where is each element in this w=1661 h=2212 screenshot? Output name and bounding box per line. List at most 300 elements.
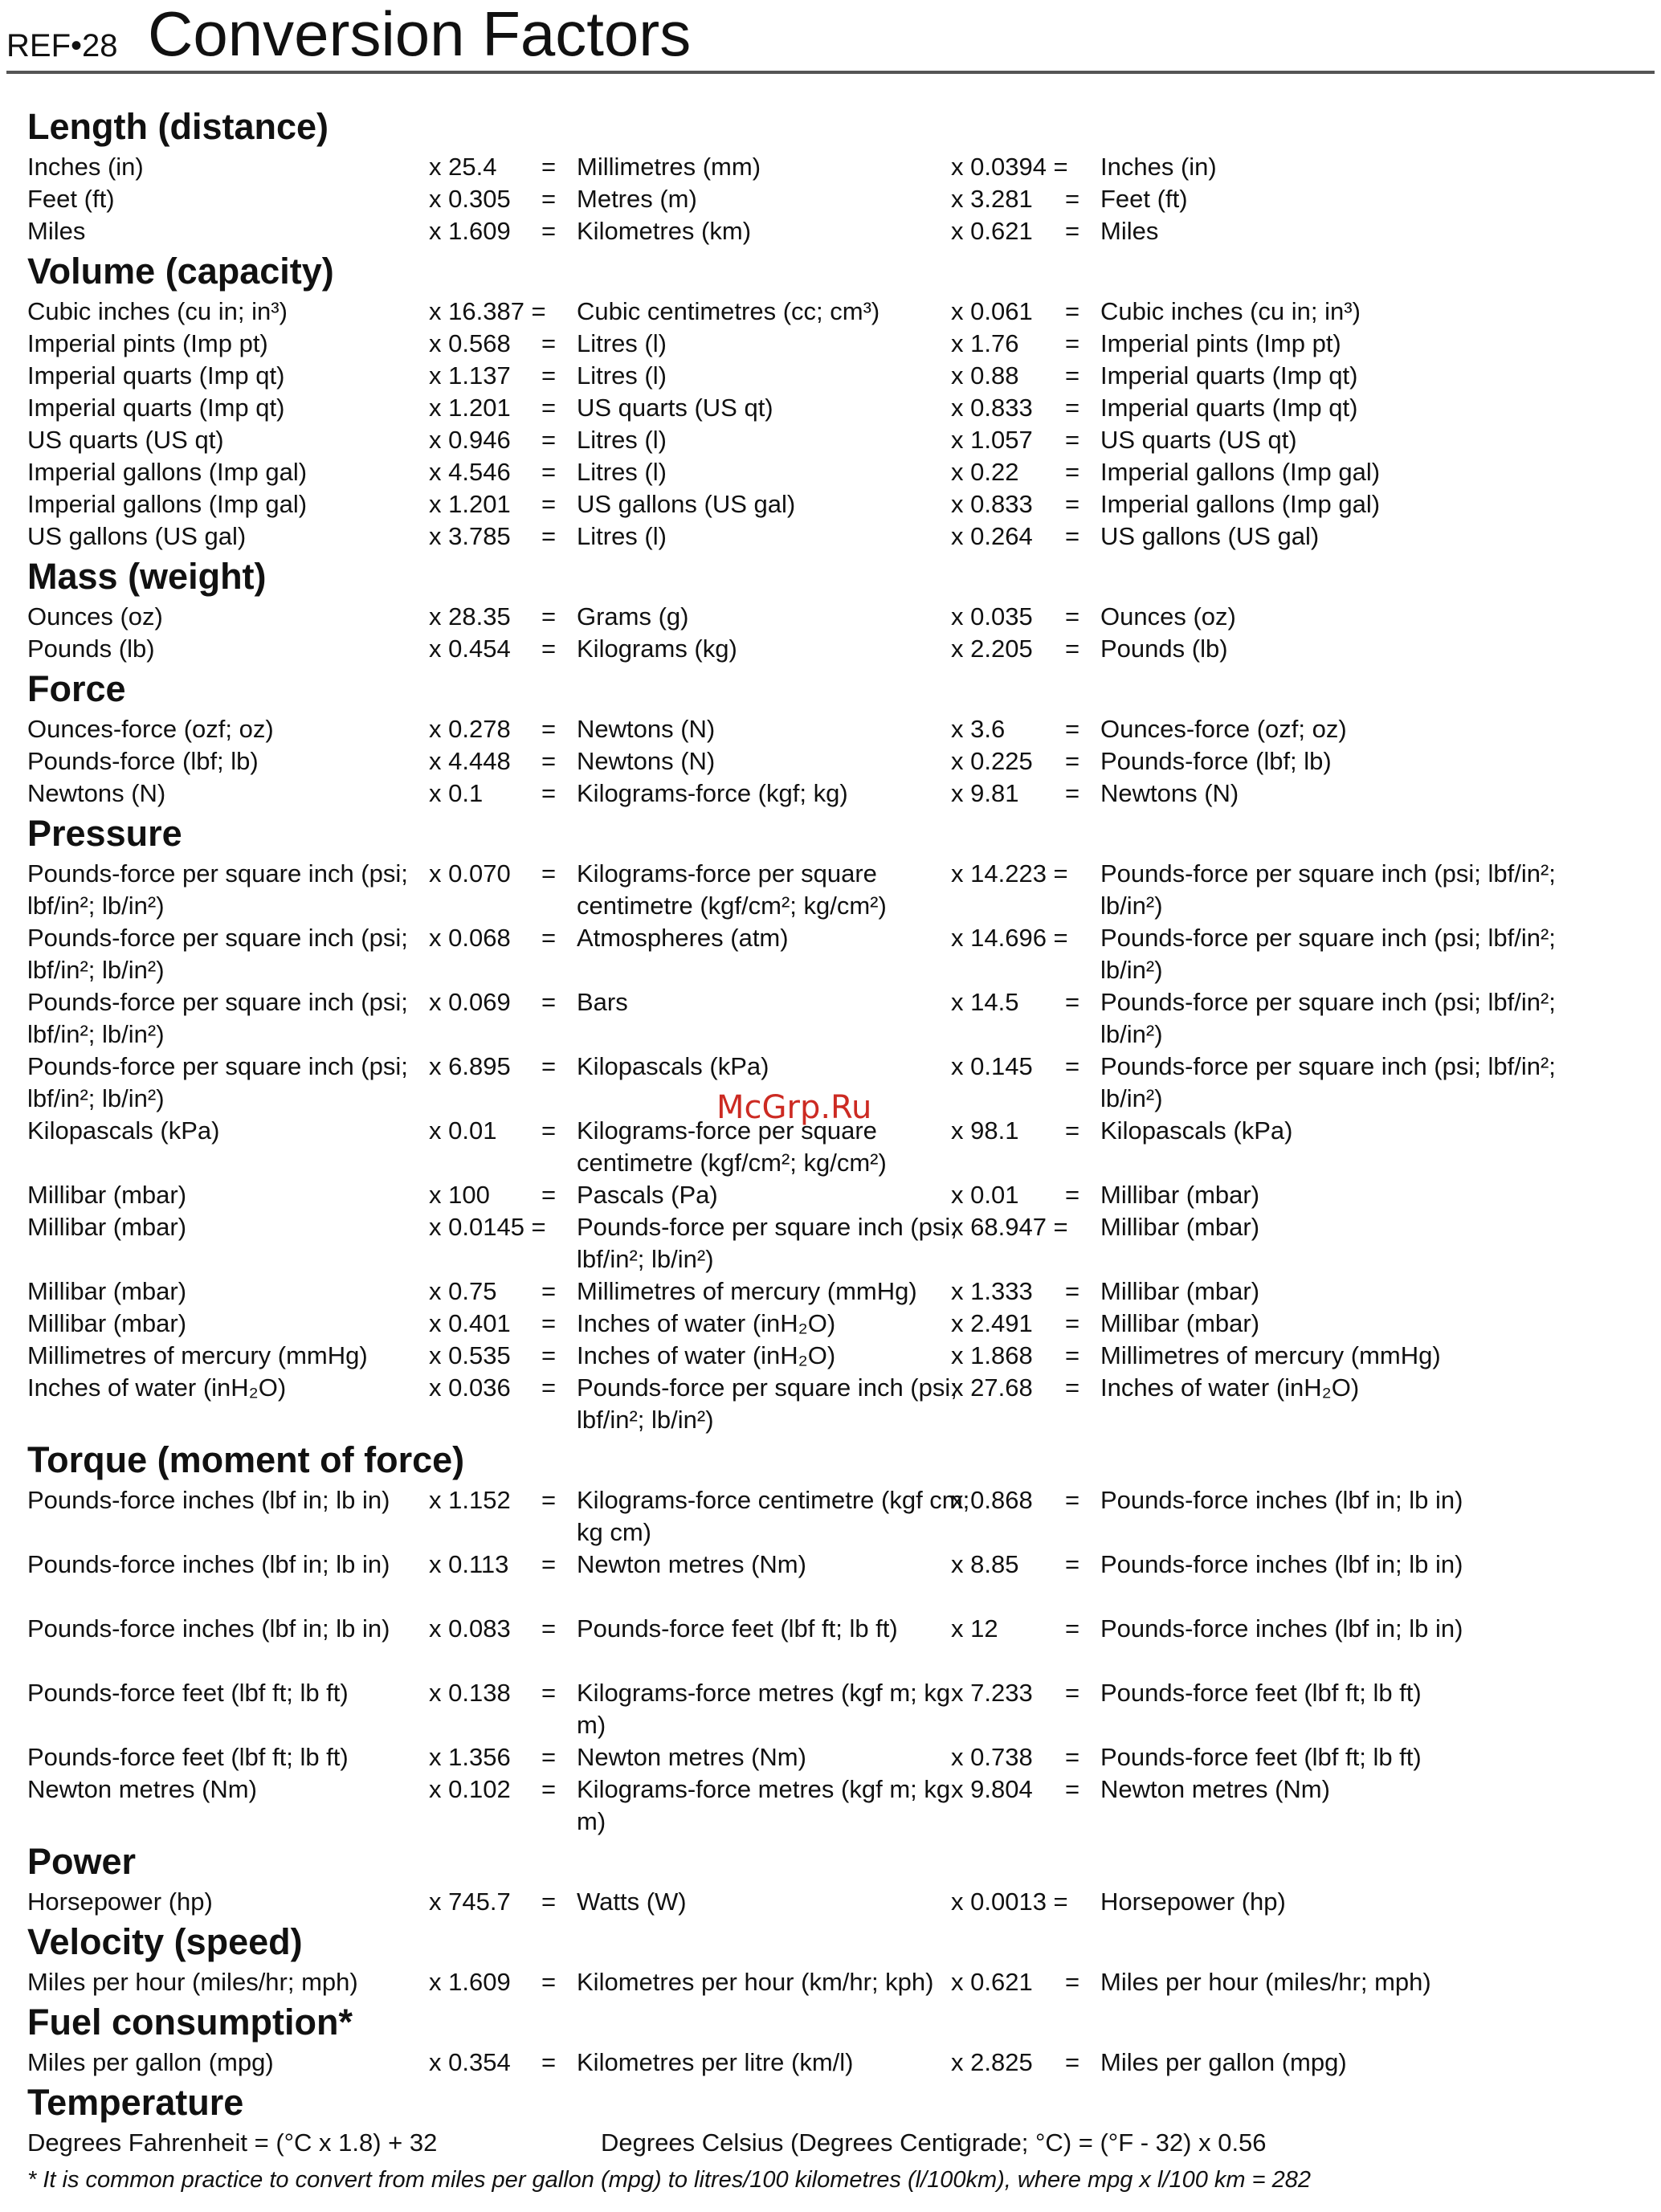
equals-sign: = [541, 361, 557, 390]
page-title: Conversion Factors [148, 0, 692, 69]
from-unit: Ounces (oz) [27, 602, 163, 631]
conversion-row [27, 392, 1634, 424]
from-unit: Newton metres (Nm) [27, 1775, 257, 1803]
conversion-row [27, 1275, 1634, 1308]
equals-sign: = [541, 1614, 557, 1643]
back-unit: Pounds-force per square inch (psi; lbf/in²; lb/in²) [1100, 1052, 1556, 1112]
to-unit: Pascals (Pa) [577, 1181, 718, 1209]
equals-sign: = [1065, 1277, 1080, 1305]
conversion-row [27, 858, 1634, 922]
equals-sign: = [541, 859, 557, 888]
to-unit: Pounds-force per square inch (psi; lbf/in²; lb/in²) [577, 1373, 957, 1434]
from-unit: Millibar (mbar) [27, 1181, 187, 1209]
multiplier-forward: x 4.448 [429, 747, 511, 775]
from-unit: US quarts (US qt) [27, 426, 224, 454]
from-unit: Millibar (mbar) [27, 1309, 187, 1337]
from-unit: Feet (ft) [27, 185, 115, 213]
from-unit: Miles per hour (miles/hr; mph) [27, 1968, 358, 1996]
equals-sign: = [1065, 185, 1080, 213]
back-unit: Newtons (N) [1100, 779, 1239, 807]
from-unit: Imperial gallons (Imp gal) [27, 458, 308, 486]
multiplier-reverse: x 1.333 [951, 1277, 1033, 1305]
back-unit: Miles per gallon (mpg) [1100, 2048, 1347, 2076]
back-unit: Pounds-force feet (lbf ft; lb ft) [1100, 1679, 1422, 1707]
multiplier-forward: x 0.568 [429, 329, 511, 357]
conversion-table [27, 103, 1634, 2194]
back-unit: Millibar (mbar) [1100, 1181, 1260, 1209]
conversion-row [27, 1372, 1634, 1436]
from-unit: Pounds-force per square inch (psi; lbf/in²; lb/in²) [27, 1052, 408, 1112]
multiplier-forward: x 0.1 [429, 779, 484, 807]
watermark: McGrp.Ru [716, 1089, 872, 1126]
to-unit: Grams (g) [577, 602, 689, 631]
multiplier-reverse: x 0.061 [951, 297, 1033, 325]
back-unit: Cubic inches (cu in; in³) [1100, 297, 1361, 325]
equals-sign: = [541, 602, 557, 631]
equals-sign: = [1065, 1614, 1080, 1643]
multiplier-forward: x 0.083 [429, 1614, 511, 1643]
equals-sign: = [541, 1486, 557, 1514]
conversion-row [27, 1308, 1634, 1340]
back-unit: Imperial quarts (Imp qt) [1100, 394, 1358, 422]
back-unit: Miles [1100, 217, 1159, 245]
to-unit: Newton metres (Nm) [577, 1743, 806, 1771]
multiplier-reverse: x 0.264 [951, 522, 1033, 550]
multiplier-forward: x 100 [429, 1181, 490, 1209]
back-unit: Pounds-force inches (lbf in; lb in) [1100, 1486, 1463, 1514]
to-unit: Inches of water (inH₂O) [577, 1341, 836, 1369]
multiplier-forward: x 3.785 [429, 522, 511, 550]
header-divider [6, 71, 1655, 74]
multiplier-reverse: x 0.22 [951, 458, 1019, 486]
multiplier-forward: x 0.535 [429, 1341, 511, 1369]
multiplier-reverse: x 0.833 [951, 490, 1033, 518]
equals-sign: = [1065, 715, 1080, 743]
back-unit: Ounces (oz) [1100, 602, 1236, 631]
from-unit: Pounds-force inches (lbf in; lb in) [27, 1486, 390, 1514]
multiplier-reverse: x 0.225 [951, 747, 1033, 775]
multiplier-reverse: x 0.88 [951, 361, 1019, 390]
equals-sign: = [541, 1116, 557, 1145]
to-unit: Inches of water (inH₂O) [577, 1309, 836, 1337]
equals-sign: = [1065, 1775, 1080, 1803]
equals-sign: = [1065, 1181, 1080, 1209]
multiplier-reverse: x 14.696 = [951, 924, 1068, 952]
multiplier-reverse: x 2.205 [951, 635, 1033, 663]
from-unit: Millimetres of mercury (mmHg) [27, 1341, 368, 1369]
multiplier-forward: x 745.7 [429, 1888, 511, 1916]
equals-sign: = [1065, 217, 1080, 245]
conversion-row [27, 1886, 1634, 1918]
section-mass-weight [27, 553, 1634, 665]
multiplier-forward: x 6.895 [429, 1052, 511, 1080]
multiplier-forward: x 4.546 [429, 458, 511, 486]
equals-sign: = [541, 1341, 557, 1369]
from-unit: Pounds-force per square inch (psi; lbf/in²; lb/in²) [27, 924, 408, 984]
to-unit: Kilometres (km) [577, 217, 752, 245]
multiplier-reverse: x 12 [951, 1614, 998, 1643]
multiplier-reverse: x 0.621 [951, 1968, 1033, 1996]
to-unit: US gallons (US gal) [577, 490, 796, 518]
back-unit: Pounds-force per square inch (psi; lbf/in²; lb/in²) [1100, 924, 1556, 984]
equals-sign: = [541, 1743, 557, 1771]
section-title: Volume (capacity) [27, 251, 334, 292]
back-unit: Pounds-force inches (lbf in; lb in) [1100, 1614, 1463, 1643]
equals-sign: = [541, 924, 557, 952]
equals-sign: = [541, 779, 557, 807]
from-unit: Pounds-force feet (lbf ft; lb ft) [27, 1743, 349, 1771]
to-unit: Kilograms-force metres (kgf m; kg m) [577, 1775, 951, 1835]
multiplier-forward: x 0.070 [429, 859, 511, 888]
from-unit: Miles per gallon (mpg) [27, 2048, 274, 2076]
multiplier-forward: x 16.387 = [429, 297, 546, 325]
equals-sign: = [541, 1309, 557, 1337]
multiplier-reverse: x 0.035 [951, 602, 1033, 631]
multiplier-forward: x 28.35 [429, 602, 511, 631]
multiplier-reverse: x 14.223 = [951, 859, 1068, 888]
to-unit: Kilometres per hour (km/hr; kph) [577, 1968, 934, 1996]
section-velocity-speed [27, 1918, 1634, 1998]
equals-sign: = [1065, 490, 1080, 518]
to-unit: Litres (l) [577, 361, 667, 390]
equals-sign: = [1065, 1052, 1080, 1080]
conversion-row [27, 488, 1634, 520]
equals-sign: = [541, 490, 557, 518]
multiplier-forward: x 1.201 [429, 490, 511, 518]
multiplier-reverse: x 0.0013 = [951, 1888, 1068, 1916]
from-unit: Imperial quarts (Imp qt) [27, 361, 285, 390]
equals-sign: = [1065, 297, 1080, 325]
from-unit: Imperial pints (Imp pt) [27, 329, 268, 357]
section-title: Temperature [27, 2082, 244, 2123]
conversion-row [27, 456, 1634, 488]
to-unit: Kilometres per litre (km/l) [577, 2048, 854, 2076]
conversion-row [27, 1966, 1634, 1998]
section-title: Fuel consumption* [27, 2002, 353, 2043]
equals-sign: = [1065, 779, 1080, 807]
from-unit: Inches of water (inH₂O) [27, 1373, 287, 1402]
equals-sign: = [1065, 1679, 1080, 1707]
from-unit: Kilopascals (kPa) [27, 1116, 220, 1145]
equals-sign: = [541, 715, 557, 743]
multiplier-reverse: x 0.145 [951, 1052, 1033, 1080]
equals-sign: = [541, 1277, 557, 1305]
fahrenheit-formula: Degrees Fahrenheit = (°C x 1.8) + 32 [27, 2128, 438, 2157]
from-unit: Millibar (mbar) [27, 1213, 187, 1241]
equals-sign: = [541, 1775, 557, 1803]
multiplier-reverse: x 9.804 [951, 1775, 1033, 1803]
section-torque-moment-of-force [27, 1436, 1634, 1838]
multiplier-reverse: x 0.833 [951, 394, 1033, 422]
equals-sign: = [541, 2048, 557, 2076]
section-title: Power [27, 1841, 137, 1882]
from-unit: Horsepower (hp) [27, 1888, 213, 1916]
equals-sign: = [1065, 458, 1080, 486]
multiplier-reverse: x 27.68 [951, 1373, 1033, 1402]
multiplier-reverse: x 9.81 [951, 779, 1019, 807]
to-unit: Millimetres of mercury (mmHg) [577, 1277, 917, 1305]
from-unit: Imperial gallons (Imp gal) [27, 490, 308, 518]
multiplier-forward: x 0.036 [429, 1373, 511, 1402]
multiplier-forward: x 0.401 [429, 1309, 511, 1337]
equals-sign: = [1065, 1373, 1080, 1402]
back-unit: Newton metres (Nm) [1100, 1775, 1330, 1803]
back-unit: Pounds-force feet (lbf ft; lb ft) [1100, 1743, 1422, 1771]
multiplier-forward: x 1.609 [429, 217, 511, 245]
back-unit: Kilopascals (kPa) [1100, 1116, 1293, 1145]
multiplier-reverse: x 8.85 [951, 1550, 1019, 1578]
from-unit: Inches (in) [27, 153, 144, 181]
equals-sign: = [541, 185, 557, 213]
equals-sign: = [541, 329, 557, 357]
equals-sign: = [1065, 1116, 1080, 1145]
multiplier-reverse: x 14.5 [951, 988, 1019, 1016]
to-unit: Kilopascals (kPa) [577, 1052, 769, 1080]
back-unit: Imperial pints (Imp pt) [1100, 329, 1341, 357]
section-power [27, 1838, 1634, 1918]
multiplier-forward: x 0.068 [429, 924, 511, 952]
conversion-row [27, 151, 1634, 183]
section-volume-capacity [27, 247, 1634, 553]
equals-sign: = [1065, 1550, 1080, 1578]
to-unit: Pounds-force feet (lbf ft; lb ft) [577, 1614, 898, 1643]
multiplier-forward: x 1.152 [429, 1486, 511, 1514]
multiplier-forward: x 0.946 [429, 426, 511, 454]
from-unit: US gallons (US gal) [27, 522, 247, 550]
equals-sign: = [541, 1888, 557, 1916]
equals-sign: = [541, 988, 557, 1016]
temperature-formulas [27, 2127, 1634, 2159]
multiplier-reverse: x 1.057 [951, 426, 1033, 454]
equals-sign: = [541, 635, 557, 663]
multiplier-forward: x 25.4 [429, 153, 497, 181]
section-fuel-consumption [27, 1998, 1634, 2079]
from-unit: Pounds (lb) [27, 635, 155, 663]
to-unit: Kilograms-force per square centimetre (kgf/cm²; kg/cm²) [577, 859, 887, 920]
footnote: * It is common practice to convert from miles per gallon (mpg) to litres/100 kilometres (l/100km), where mpg x l/100 km = 282 [27, 2167, 1312, 2193]
to-unit: Kilograms (kg) [577, 635, 737, 663]
back-unit: Pounds-force (lbf; lb) [1100, 747, 1332, 775]
multiplier-forward: x 0.069 [429, 988, 511, 1016]
multiplier-reverse: x 1.76 [951, 329, 1019, 357]
conversion-row [27, 713, 1634, 745]
to-unit: Litres (l) [577, 522, 667, 550]
page-reference: REF•28 [6, 28, 118, 63]
back-unit: Feet (ft) [1100, 185, 1188, 213]
multiplier-reverse: x 0.01 [951, 1181, 1019, 1209]
equals-sign: = [1065, 329, 1080, 357]
conversion-row [27, 2047, 1634, 2079]
conversion-row [27, 1677, 1634, 1741]
multiplier-reverse: x 0.738 [951, 1743, 1033, 1771]
conversion-row [27, 922, 1634, 986]
section-title: Pressure [27, 813, 182, 854]
back-unit: Millibar (mbar) [1100, 1213, 1260, 1241]
to-unit: Newton metres (Nm) [577, 1550, 806, 1578]
equals-sign: = [1065, 2048, 1080, 2076]
conversion-row [27, 1484, 1634, 1549]
multiplier-reverse: x 0.868 [951, 1486, 1033, 1514]
section-length-distance [27, 103, 1634, 247]
conversion-row [27, 1211, 1634, 1275]
to-unit: Kilograms-force (kgf; kg) [577, 779, 848, 807]
from-unit: Pounds-force inches (lbf in; lb in) [27, 1614, 390, 1643]
from-unit: Cubic inches (cu in; in³) [27, 297, 288, 325]
section-title: Velocity (speed) [27, 1921, 303, 1962]
equals-sign: = [541, 1550, 557, 1578]
from-unit: Ounces-force (ozf; oz) [27, 715, 274, 743]
multiplier-forward: x 0.138 [429, 1679, 511, 1707]
back-unit: Imperial quarts (Imp qt) [1100, 361, 1358, 390]
multiplier-reverse: x 68.947 = [951, 1213, 1068, 1241]
conversion-row [27, 1741, 1634, 1773]
multiplier-forward: x 1.137 [429, 361, 511, 390]
conversion-row [27, 183, 1634, 215]
multiplier-forward: x 1.201 [429, 394, 511, 422]
conversion-row [27, 777, 1634, 810]
to-unit: Kilograms-force centimetre (kgf cm; kg cm) [577, 1486, 970, 1546]
page-header [6, 0, 1655, 77]
multiplier-reverse: x 2.491 [951, 1309, 1033, 1337]
to-unit: Watts (W) [577, 1888, 687, 1916]
to-unit: Atmospheres (atm) [577, 924, 789, 952]
equals-sign: = [541, 153, 557, 181]
multiplier-forward: x 0.01 [429, 1116, 497, 1145]
section-title: Torque (moment of force) [27, 1439, 465, 1480]
back-unit: Pounds-force per square inch (psi; lbf/in²; lb/in²) [1100, 988, 1556, 1048]
conversion-row [27, 601, 1634, 633]
conversion-row [27, 215, 1634, 247]
back-unit: Inches of water (inH₂O) [1100, 1373, 1360, 1402]
multiplier-reverse: x 98.1 [951, 1116, 1019, 1145]
back-unit: Millibar (mbar) [1100, 1277, 1260, 1305]
conversion-row [27, 1613, 1634, 1677]
conversion-row [27, 1773, 1634, 1838]
equals-sign: = [541, 217, 557, 245]
to-unit: US quarts (US qt) [577, 394, 773, 422]
from-unit: Pounds-force (lbf; lb) [27, 747, 259, 775]
from-unit: Millibar (mbar) [27, 1277, 187, 1305]
equals-sign: = [541, 1373, 557, 1402]
equals-sign: = [541, 1679, 557, 1707]
to-unit: Kilograms-force metres (kgf m; kg m) [577, 1679, 951, 1739]
conversion-row [27, 1549, 1634, 1613]
multiplier-forward: x 0.0145 = [429, 1213, 546, 1241]
equals-sign: = [1065, 1486, 1080, 1514]
equals-sign: = [1065, 747, 1080, 775]
back-unit: Inches (in) [1100, 153, 1217, 181]
multiplier-reverse: x 7.233 [951, 1679, 1033, 1707]
equals-sign: = [1065, 426, 1080, 454]
multiplier-reverse: x 3.281 [951, 185, 1033, 213]
conversion-row [27, 633, 1634, 665]
equals-sign: = [541, 458, 557, 486]
equals-sign: = [1065, 1309, 1080, 1337]
equals-sign: = [1065, 361, 1080, 390]
section-title: Length (distance) [27, 106, 329, 147]
equals-sign: = [1065, 602, 1080, 631]
conversion-row [27, 986, 1634, 1051]
from-unit: Newtons (N) [27, 779, 166, 807]
to-unit: Bars [577, 988, 628, 1016]
equals-sign: = [1065, 988, 1080, 1016]
back-unit: Ounces-force (ozf; oz) [1100, 715, 1347, 743]
to-unit: Litres (l) [577, 426, 667, 454]
conversion-row [27, 745, 1634, 777]
back-unit: Imperial gallons (Imp gal) [1100, 490, 1381, 518]
equals-sign: = [1065, 522, 1080, 550]
multiplier-forward: x 0.454 [429, 635, 511, 663]
equals-sign: = [1065, 1743, 1080, 1771]
to-unit: Metres (m) [577, 185, 697, 213]
multiplier-forward: x 1.609 [429, 1968, 511, 1996]
section-temperature [27, 2079, 1634, 2159]
to-unit: Millimetres (mm) [577, 153, 761, 181]
multiplier-reverse: x 0.621 [951, 217, 1033, 245]
from-unit: Pounds-force inches (lbf in; lb in) [27, 1550, 390, 1578]
section-title: Force [27, 668, 126, 709]
multiplier-forward: x 0.113 [429, 1550, 509, 1578]
conversion-row [27, 1340, 1634, 1372]
conversion-row [27, 360, 1634, 392]
back-unit: Millimetres of mercury (mmHg) [1100, 1341, 1441, 1369]
conversion-row [27, 424, 1634, 456]
equals-sign: = [541, 426, 557, 454]
to-unit: Newtons (N) [577, 715, 716, 743]
from-unit: Imperial quarts (Imp qt) [27, 394, 285, 422]
multiplier-reverse: x 0.0394 = [951, 153, 1068, 181]
equals-sign: = [541, 522, 557, 550]
back-unit: Imperial gallons (Imp gal) [1100, 458, 1381, 486]
conversion-row [27, 520, 1634, 553]
back-unit: US quarts (US qt) [1100, 426, 1297, 454]
to-unit: Kilograms-force per square centimetre (kgf/cm²; kg/cm²) [577, 1116, 887, 1177]
back-unit: Millibar (mbar) [1100, 1309, 1260, 1337]
conversion-row [27, 296, 1634, 328]
section-force [27, 665, 1634, 810]
equals-sign: = [541, 394, 557, 422]
equals-sign: = [541, 1968, 557, 1996]
from-unit: Pounds-force per square inch (psi; lbf/in²; lb/in²) [27, 859, 408, 920]
to-unit: Litres (l) [577, 458, 667, 486]
back-unit: US gallons (US gal) [1100, 522, 1320, 550]
equals-sign: = [1065, 394, 1080, 422]
equals-sign: = [541, 747, 557, 775]
to-unit: Litres (l) [577, 329, 667, 357]
equals-sign: = [1065, 1968, 1080, 1996]
to-unit: Newtons (N) [577, 747, 716, 775]
equals-sign: = [541, 1052, 557, 1080]
multiplier-forward: x 1.356 [429, 1743, 511, 1771]
multiplier-forward: x 0.305 [429, 185, 511, 213]
multiplier-reverse: x 3.6 [951, 715, 1006, 743]
multiplier-forward: x 0.354 [429, 2048, 511, 2076]
from-unit: Pounds-force feet (lbf ft; lb ft) [27, 1679, 349, 1707]
conversion-row [27, 328, 1634, 360]
conversion-row [27, 1179, 1634, 1211]
equals-sign: = [1065, 1341, 1080, 1369]
multiplier-forward: x 0.278 [429, 715, 511, 743]
equals-sign: = [541, 1181, 557, 1209]
back-unit: Pounds-force per square inch (psi; lbf/in²; lb/in²) [1100, 859, 1556, 920]
multiplier-reverse: x 1.868 [951, 1341, 1033, 1369]
from-unit: Pounds-force per square inch (psi; lbf/in²; lb/in²) [27, 988, 408, 1048]
section-title: Mass (weight) [27, 556, 267, 597]
equals-sign: = [1065, 635, 1080, 663]
back-unit: Horsepower (hp) [1100, 1888, 1286, 1916]
celsius-formula: Degrees Celsius (Degrees Centigrade; °C) = (°F - 32) x 0.56 [601, 2128, 1267, 2157]
multiplier-forward: x 0.102 [429, 1775, 511, 1803]
